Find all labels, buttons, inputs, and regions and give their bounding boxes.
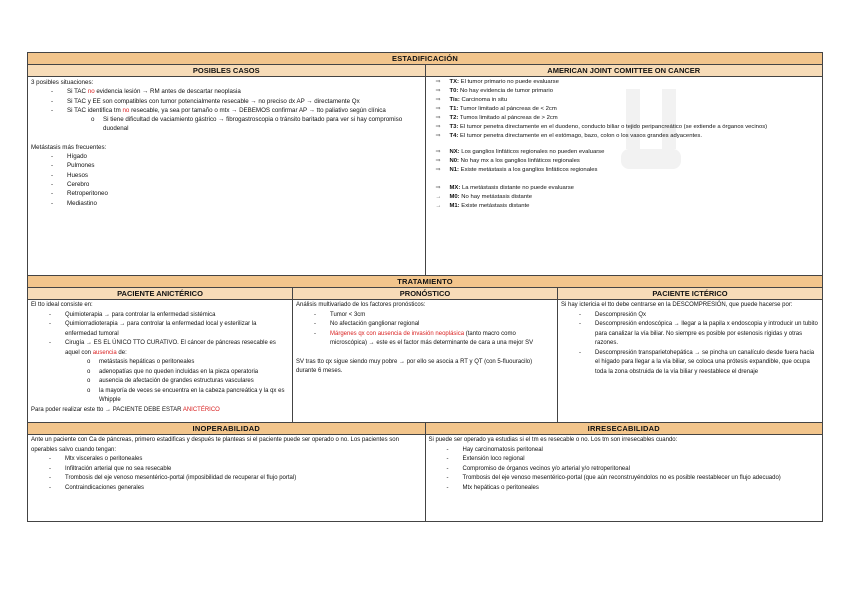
irresecabilidad-list bbox=[429, 446, 820, 494]
pronostico-intro: Análisis multivariado de los factores pronósticos: bbox=[296, 302, 426, 308]
ajcc-cell bbox=[425, 77, 823, 276]
icterico-item: - Descompresión endoscópica → llegar a la papila x endoscopia y introducir un tubito para canalizar la vía biliar. No siempre es posible por estenosis rígidas y otras razones. bbox=[561, 320, 819, 349]
anicterico-item: - Quimiorradioterapia → para controlar la enfermedad local y esterilizar la enfermedad tumoral bbox=[31, 320, 289, 339]
summary-sheet bbox=[27, 52, 823, 522]
m-stage-item: → M1: Existe metástasis distante bbox=[436, 202, 820, 211]
m-stage-list bbox=[436, 184, 820, 211]
estadificacion-title: ESTADIFICACIÓN bbox=[28, 53, 823, 65]
irresecabilidad-item: - Trombosis del eje venoso mesentérico-portal (que aún reconstruyéndolos no es posible reestablecer un flujo adecuado) bbox=[429, 474, 820, 484]
t-stage-item: ⇒ T1: Tumor limitado al páncreas de < 2cm bbox=[436, 105, 820, 114]
inoperabilidad-intro: Ante un paciente con Ca de páncreas, primero estadificas y después te planteas si el paciente puede ser operado o no. Los pacientes son operables salvo cuando tengan: bbox=[31, 437, 399, 453]
t-stage-list bbox=[436, 78, 820, 141]
resecable-criteria-item: o metástasis hepáticas o peritoneales bbox=[31, 358, 289, 368]
pronostico-item: - No afectación ganglionar regional bbox=[296, 320, 554, 330]
posibles-casos-intro: 3 posibles situaciones: bbox=[31, 79, 94, 86]
irresecabilidad-item: - Mtx hepáticas o peritoneales bbox=[429, 484, 820, 494]
anicterico-header: PACIENTE ANICTÉRICO bbox=[28, 288, 293, 300]
resecable-criteria-item: o adenopatías que no queden incluidas en la pieza operatoria bbox=[31, 368, 289, 378]
t-stage-item: ⇒ T4: El tumor penetra directamente en el estómago, bazo, colon o los vasos grandes adyacentes. bbox=[436, 132, 820, 141]
metastasis-item: - Cerebro bbox=[31, 180, 422, 189]
irresecabilidad-item: - Hay carcinomatosis peritoneal bbox=[429, 446, 820, 456]
irresecabilidad-intro: Si puede ser operado ya estudias si el tm es resecable o no. Los tm son irresecables cuando: bbox=[428, 437, 678, 443]
icterico-header: PACIENTE ICTÉRICO bbox=[558, 288, 823, 300]
icterico-intro: Si hay ictericia el tto debe centrarse en la DESCOMPRESIÓN, que puede hacerse por: bbox=[561, 302, 793, 308]
metastasis-title: Metástasis más frecuentes: bbox=[31, 143, 107, 151]
resecable-criteria-list bbox=[31, 358, 289, 406]
situacion-item: - Si TAC y EE son compatibles con tumor potencialmente resecable → no preciso dx AP → directamente Qx bbox=[31, 97, 422, 106]
icterico-item: - Descompresión transparietohepática → se pincha un canalículo desde fuera hacia el hígado para llegar a la vía biliar, se coloca una prótesis expandible, que ocupa toda la zona obstruida de la vía biliar y reestablece el drenaje bbox=[561, 349, 819, 378]
pronostico-item: - Márgenes qx con ausencia de invasión neoplásica (tanto macro como microscópica) → este es el factor más determinante de cara a una mejor SV bbox=[296, 330, 554, 349]
m-stage-item: ⇒ MX: La metástasis distante no puede evaluarse bbox=[436, 184, 820, 193]
anicterico-intro: El tto ideal consiste en: bbox=[31, 302, 93, 308]
anicterico-footer: Para poder realizar este tto → PACIENTE DEBE ESTAR ANICTÉRICO bbox=[31, 406, 220, 413]
t-stage-item: ⇒ T3: El tumor penetra directamente en el duodeno, conducto biliar o tejido peripancreático (se extiende a órganos vecinos) bbox=[436, 123, 820, 132]
situaciones-list bbox=[31, 87, 422, 115]
pronostico-list bbox=[296, 311, 554, 349]
metastasis-item: - Pulmones bbox=[31, 161, 422, 170]
inoperabilidad-header: INOPERABILIDAD bbox=[28, 423, 426, 435]
situacion-sub-list bbox=[31, 115, 422, 134]
metastasis-item: - Huesos bbox=[31, 171, 422, 180]
t-stage-item: ⇒ T0: No hay evidencia de tumor primario bbox=[436, 87, 820, 96]
n-stage-list bbox=[436, 148, 820, 175]
t-stage-item: ⇒ T2: Tumos limitado al páncreas de > 2cm bbox=[436, 114, 820, 123]
pronostico-header: PRONÓSTICO bbox=[293, 288, 558, 300]
inoperabilidad-list bbox=[31, 455, 422, 493]
icterico-item: - Descompresión Qx bbox=[561, 311, 819, 321]
metastasis-item: - Hígado bbox=[31, 152, 422, 161]
t-stage-item: ⇒ Tis: Carcinoma in situ bbox=[436, 96, 820, 105]
inoperabilidad-item: - Infiltración arterial que no sea resecable bbox=[31, 465, 422, 475]
estadificacion-table bbox=[27, 52, 823, 276]
situacion-item: - Si TAC no evidencia lesión → RM antes de descartar neoplasia bbox=[31, 87, 422, 96]
anicterico-list bbox=[31, 311, 289, 359]
tratamiento-title: TRATAMIENTO bbox=[28, 276, 823, 288]
n-stage-item: ⇒ N0: No hay mx a los ganglios linfáticos regionales bbox=[436, 157, 820, 166]
irresecabilidad-cell bbox=[425, 435, 823, 522]
anicterico-cell bbox=[28, 300, 293, 423]
tratamiento-table bbox=[27, 275, 823, 423]
metastasis-list bbox=[31, 152, 422, 208]
posibles-casos-cell bbox=[28, 77, 426, 276]
operabilidad-table bbox=[27, 422, 823, 522]
situacion-item: - Si TAC identifica tm no resecable, ya sea por tamaño o mtx → DEBEMOS confirmar AP → tto paliativo según clínica bbox=[31, 106, 422, 115]
irresecabilidad-header: IRRESECABILIDAD bbox=[425, 423, 823, 435]
situacion-sub-item: o Si tiene dificultad de vaciamiento gástrico → fibrogastroscopia o tránsito baritado para ver si hay compromiso duodenal bbox=[31, 115, 422, 134]
metastasis-item: - Retroperitoneo bbox=[31, 189, 422, 198]
icterico-list bbox=[561, 311, 819, 378]
anicterico-item: - Quimioterapia → para controlar la enfermedad sistémica bbox=[31, 311, 289, 321]
pronostico-item: - Tumor < 3cm bbox=[296, 311, 554, 321]
ajcc-header: AMERICAN JOINT COMITTEE ON CANCER bbox=[425, 65, 823, 77]
inoperabilidad-item: - Contraindicaciones generales bbox=[31, 484, 422, 494]
irresecabilidad-item: - Compromiso de órganos vecinos y/o arterial y/o retroperitoneal bbox=[429, 465, 820, 475]
n-stage-item: ⇒ N1: Existe metástasis a los ganglios linfáticos regionales bbox=[436, 166, 820, 175]
inoperabilidad-cell bbox=[28, 435, 426, 522]
resecable-criteria-item: o la mayoría de veces se encuentra en la cabeza pancreática y la qx es Whipple bbox=[31, 387, 289, 406]
posibles-casos-header: POSIBLES CASOS bbox=[28, 65, 426, 77]
pronostico-cell bbox=[293, 300, 558, 423]
metastasis-item: - Mediastino bbox=[31, 199, 422, 208]
n-stage-item: ⇒ NX: Los ganglios linfáticos regionales no pueden evaluarse bbox=[436, 148, 820, 157]
inoperabilidad-item: - Mtx viscerales o peritoneales bbox=[31, 455, 422, 465]
pronostico-sv: SV tras tto qx sigue siendo muy pobre → por ello se asocia a RT y QT (con 5-fluouracilo) durante 6 meses. bbox=[296, 358, 533, 374]
inoperabilidad-item: - Trombosis del eje venoso mesentérico-portal (imposibilidad de recuperar el flujo portal) bbox=[31, 474, 422, 484]
resecable-criteria-item: o ausencia de afectación de grandes estructuras vasculares bbox=[31, 377, 289, 387]
t-stage-item: ⇒ TX: El tumor primario no puede evaluarse bbox=[436, 78, 820, 87]
icterico-cell bbox=[558, 300, 823, 423]
m-stage-item: → M0: No hay metástasis distante bbox=[436, 193, 820, 202]
irresecabilidad-item: - Extensión loco regional bbox=[429, 455, 820, 465]
anicterico-item: - Cirugía → ES EL ÚNICO TTO CURATIVO. El cáncer de páncreas resecable es aquel con ausencia de: bbox=[31, 339, 289, 358]
